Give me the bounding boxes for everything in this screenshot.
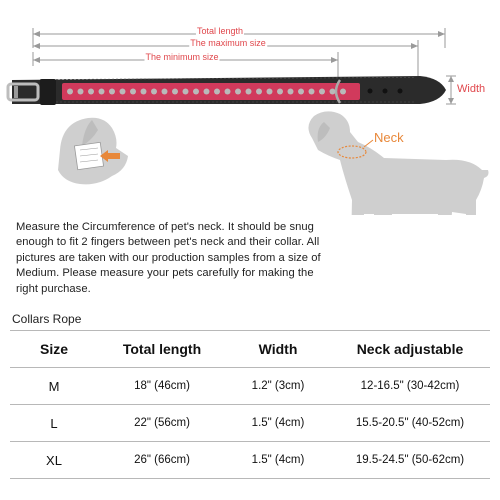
collar-stud — [256, 89, 262, 95]
cell-size: XL — [10, 442, 98, 479]
cell-width: 1.5" (4cm) — [226, 442, 330, 479]
collar-stud — [78, 89, 84, 95]
measuring-dog-illustration — [58, 118, 128, 185]
table-header-row — [10, 331, 490, 368]
collar-stud — [109, 89, 115, 95]
collar-stud — [141, 89, 147, 95]
header-neck-adjustable: Neck adjustable — [330, 331, 490, 368]
collar-stud — [193, 89, 199, 95]
header-total-length: Total length — [98, 331, 226, 368]
collar-stud — [330, 89, 336, 95]
cell-width: 1.5" (4cm) — [226, 405, 330, 442]
collar-stud — [267, 89, 273, 95]
cell-neck-adjustable: 12-16.5" (30-42cm) — [330, 368, 490, 405]
cell-size: M — [10, 368, 98, 405]
cell-total-length: 22" (56cm) — [98, 405, 226, 442]
size-chart-table — [10, 330, 490, 479]
collar-stud — [120, 89, 126, 95]
cell-total-length: 26" (66cm) — [98, 442, 226, 479]
collar-stud — [309, 89, 315, 95]
table-row — [10, 405, 490, 442]
cell-neck-adjustable: 19.5-24.5" (50-62cm) — [330, 442, 490, 479]
table-title: Collars Rope — [12, 312, 82, 326]
collar-stud — [319, 89, 325, 95]
cell-neck-adjustable: 15.5-20.5" (40-52cm) — [330, 405, 490, 442]
max-size-label: The maximum size — [190, 38, 266, 48]
collar-stud — [235, 89, 241, 95]
collar-stud — [151, 89, 157, 95]
table-row — [10, 442, 490, 479]
cell-width: 1.2" (3cm) — [226, 368, 330, 405]
collar-stud — [67, 89, 73, 95]
width-label: Width — [457, 83, 486, 95]
collar-stud — [214, 89, 220, 95]
measuring-instructions: Measure the Circumference of pet's neck. It should be snug enough to fit 2 fingers between pet's neck and their collar. All pictures are taken with our production samples from a size of Medium. Please measure your pets carefully for making the right purchase. — [16, 221, 321, 295]
collar-size-diagram — [0, 0, 500, 215]
table-row — [10, 368, 490, 405]
collar-stud — [298, 89, 304, 95]
collar-stud — [172, 89, 178, 95]
neck-label: Neck — [374, 130, 404, 145]
collar-stud — [130, 89, 136, 95]
header-width: Width — [226, 331, 330, 368]
collar-stud — [183, 89, 189, 95]
collar-stud — [99, 89, 105, 95]
cell-total-length: 18" (46cm) — [98, 368, 226, 405]
collar-stud — [204, 89, 210, 95]
collar-stud — [340, 89, 346, 95]
cell-size: L — [10, 405, 98, 442]
collar-stud — [162, 89, 168, 95]
dog-silhouette — [308, 111, 488, 215]
collar-stud — [277, 89, 283, 95]
collar-stud — [288, 89, 294, 95]
collar-stud — [88, 89, 94, 95]
neck-pointer-line — [364, 140, 373, 147]
collar-stud — [246, 89, 252, 95]
min-size-label: The minimum size — [145, 52, 219, 62]
total-length-label: Total length — [196, 26, 244, 36]
header-size: Size — [10, 331, 98, 368]
collar-stud — [225, 89, 231, 95]
